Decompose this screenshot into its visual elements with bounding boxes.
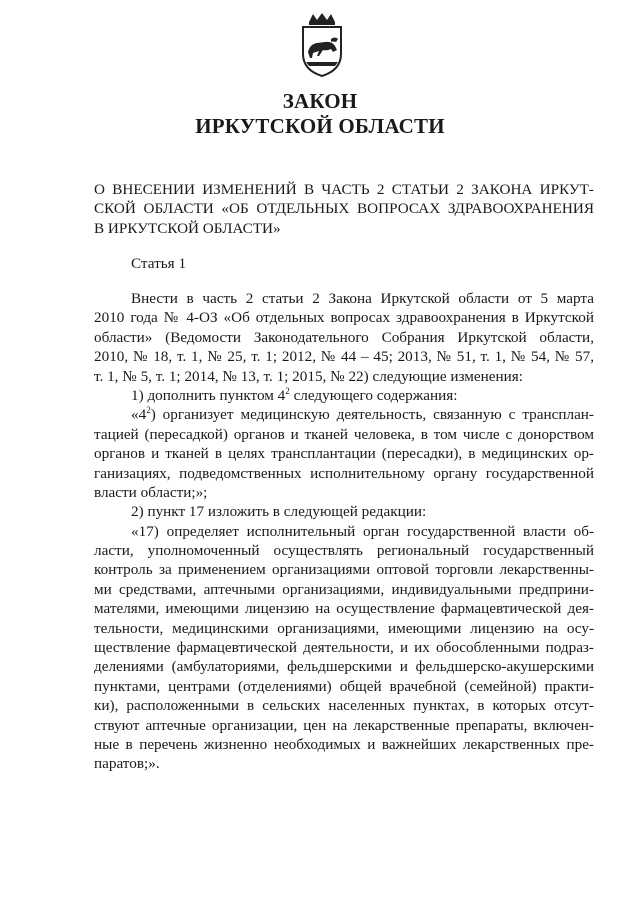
quote-2-line: тельности, медицинскими организациями, имеющими лицензию на осу-	[94, 619, 594, 637]
subject-line: В ИРКУТСКОЙ ОБЛАСТИ»	[94, 219, 281, 237]
quote-1-line: власти области;»;	[94, 483, 208, 501]
intro-line: 2010, № 18, т. 1, № 25, т. 1; 2012, № 44 – 45; 2013, № 51, т. 1, № 54, № 57,	[94, 348, 594, 366]
item-2: 2) пункт 17 изложить в следующей редакции:	[131, 503, 427, 521]
law-title-word: ЗАКОН	[282, 89, 358, 113]
quote-1-line: органов и тканей в целях трансплантации (пересадки), в медицинских ор-	[94, 445, 594, 463]
article-heading: Статья 1	[131, 255, 187, 272]
quote-2-line: паратов;».	[94, 755, 160, 773]
intro-line: т. 1, № 5, т. 1; 2014, № 13, т. 1; 2015, № 22) следующие изменения:	[94, 367, 523, 385]
subject-line: О ВНЕСЕНИИ ИЗМЕНЕНИЙ В ЧАСТЬ 2 СТАТЬИ 2 ЗАКОНА ИРКУТ-	[94, 181, 594, 198]
item-1: 1) дополнить пунктом $4^2$ следующего содержания:	[131, 385, 458, 404]
quote-1-line: тацией (пересадкой) органов и тканей человека, в том числе с донорством	[94, 425, 594, 443]
quote-1-line: ганизациях, подведомственных исполнительному органу государственной	[94, 464, 594, 482]
quote-2-line: пунктами, центрами (отделениями) общей врачебной (семейной) практи-	[94, 677, 594, 695]
law-subject	[94, 180, 594, 238]
quote-2-line: ки), расположенными в сельских населенных пунктах, в которых отсут-	[94, 697, 594, 715]
intro-line: Внести в часть 2 статьи 2 Закона Иркутской области от 5 марта	[131, 290, 594, 307]
quote-2-line: контроль за применением организациями оптовой торговли лекарственны-	[94, 561, 594, 579]
quote-2-line: ществление фармацевтической деятельности, и их обособленными подраз-	[94, 639, 594, 657]
quote-2-line: «17) определяет исполнительный орган государственной власти об-	[131, 522, 594, 540]
law-title-region: ИРКУТСКОЙ ОБЛАСТИ	[195, 114, 445, 138]
coat-of-arms-icon	[297, 12, 347, 78]
article-body	[94, 289, 594, 774]
quote-1-first-line: «$4^2$) организует медицинскую деятельность, связанную с трансплан-	[131, 405, 594, 424]
quote-2-line: ми средствами, аптечными организациями, индивидуальными предприни-	[94, 580, 594, 598]
intro-line: 2010 года № 4-ОЗ «Об отдельных вопросах здравоохранения в Иркутской	[94, 309, 594, 327]
quote-2-line: мателями, имеющими лицензию на осуществление фармацевтической дея-	[94, 600, 594, 618]
quote-2-line: ные в перечень жизненно необходимых и важнейших лекарственных пре-	[94, 735, 594, 753]
quote-2-line: ствуют аптечные организации, цен на лекарственные препараты, включен-	[94, 716, 594, 734]
quote-2-line: делениями (амбулаториями, фельдшерскими и фельдшерско-акушерскими	[94, 658, 594, 676]
intro-line: области» (Ведомости Законодательного Собрания Иркутской области,	[94, 328, 594, 346]
subject-line: СКОЙ ОБЛАСТИ «ОБ ОТДЕЛЬНЫХ ВОПРОСАХ ЗДРАВООХРАНЕНИЯ	[94, 200, 594, 218]
quote-2-line: ласти, уполномоченный осуществлять региональный государственный	[94, 542, 594, 560]
